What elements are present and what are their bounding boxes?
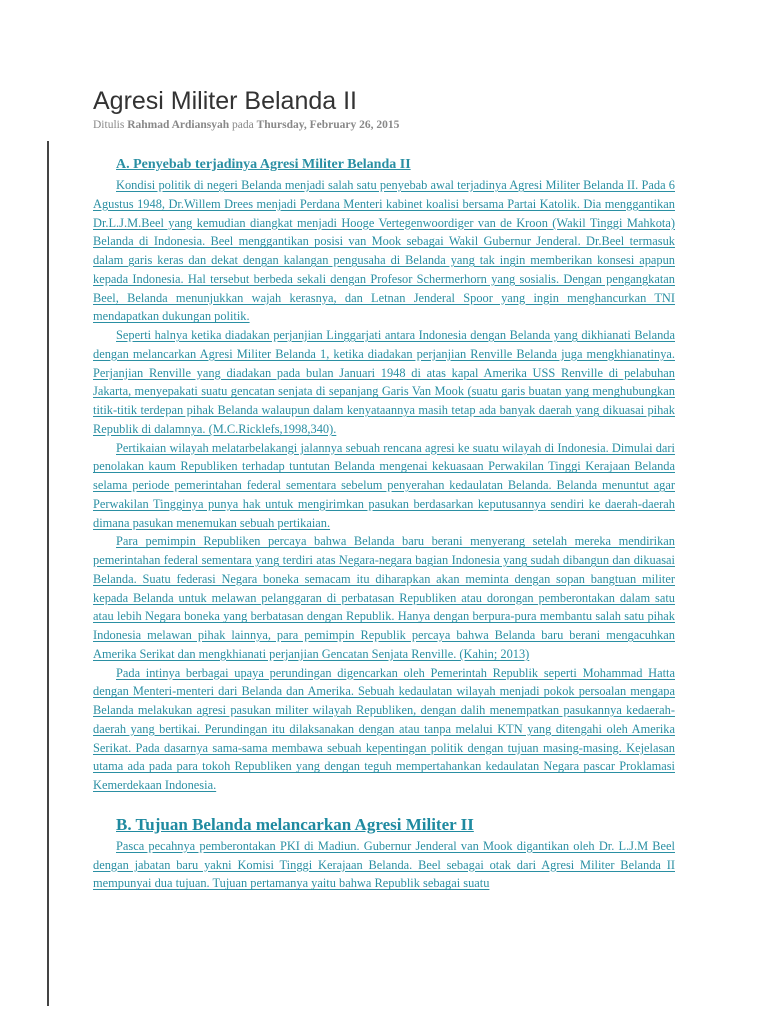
byline-connector: pada [232, 119, 254, 131]
page-title: Agresi Militer Belanda II [93, 87, 358, 115]
section-a-paragraph[interactable]: Pertikaian wilayah melatarbelakangi jalannya sebuah rencana agresi ke suatu wilayah di Indonesia. Dimulai dari penolakan kaum Republiken terhadap tuntutan Belanda mengenai kekuasaan Perwakilan Tinggi Kerajaan Belanda selama periode pemerintahan federal sementara sebelum penyerahan kedaulatan Belanda. Belanda menuntut agar Perwakilan Tingginya punya hak untuk mengirimkan pasukan berdasarkan keputusannya sendiri ke daerah-daerah dimana pasukan menemukan sebuah pertikaian. [93, 440, 675, 530]
section-b-heading[interactable]: B. Tujuan Belanda melancarkan Agresi Militer II [116, 814, 474, 834]
section-a-paragraph[interactable]: Seperti halnya ketika diadakan perjanjian Linggarjati antara Indonesia dengan Belanda yang dikhianati Belanda dengan melancarkan Agresi Militer Belanda 1, ketika diadakan perjanjian Renville Belanda juga mengkhianatinya. Perjanjian Renville yang diadakan pada bulan Januari 1948 di atas kapal Amerika USS Renville di pelabuhan Jakarta, menyepakati suatu gencatan senjata di sepanjang Garis Van Mook (suatu garis buatan yang menghubungkan titik-titik terdepan pihak Belanda walaupun dalam kenyataannya masih tetap ada banyak daerah yang dikuasai pihak Republik di dalamnya. (M.C.Ricklefs,1998,340). [93, 328, 675, 436]
section-a-paragraph[interactable]: Pada intinya berbagai upaya perundingan digencarkan oleh Pemerintah Republik seperti Mohammad Hatta dengan Menteri-menteri dari Belanda dan Amerika. Sebuah kedaulatan wilayah menjadi pokok persoalan mengapa Belanda melakukan agresi pasukan militer wilayah Republiken, dengan dalih menempatkan pasukannya kedaerah-daerah yang bertikai. Perundingan itu dilaksanakan dengan atau tanpa melalui KTN yang ditengahi oleh Amerika Serikat. Pada dasarnya sama-sama membawa sebuah kepentingan politik dengan tujuan masing-masing. Kejelasan utama ada pada para tokoh Republiken yang dengan teguh mempertahankan kedaulatan Negara pascar Proklamasi Kemerdekaan Indonesia. [93, 665, 675, 792]
article-body [93, 153, 675, 893]
section-a-paragraph[interactable]: Para pemimpin Republiken percaya bahwa Belanda baru berani menyerang setelah mereka mendirikan pemerintahan federal sementara yang terdiri atas Negara-negara bagian Indonesia yang sudah dibangun dan dikuasai Belanda. Suatu federasi Negara boneka semacam itu diharapkan akan meminta dengan sopan bangtuan militer kepada Belanda untuk melawan pelanggaran di perbatasan Republiken atau dorongan pemberontakan dalam satu atau lebih Negara boneka yang berbatasan dengan Republik. Hanya dengan berpura-pura membantu salah satu pihak Indonesia melawan pihak lainnya, para pemimpin Republik percaya bahwa Belanda baru berani mengacuhkan Amerika Serikat dan mengkhianati perjanjian Gencatan Senjata Renville. (Kahin; 2013) [93, 534, 675, 661]
author-name[interactable]: Rahmad Ardiansyah [127, 119, 230, 131]
post-date: Thursday, February 26, 2015 [256, 119, 400, 131]
section-b-paragraph[interactable]: Pasca pecahnya pemberontakan PKI di Madiun. Gubernur Jenderal van Mook digantikan oleh Dr. L.J.M Beel dengan jabatan baru yakni Komisi Tinggi Kerajaan Belanda. Beel sebagai otak dari Agresi Militer Belanda II mempunyai dua tujuan. Tujuan pertamanya yaitu bahwa Republik sebagai suatu [93, 838, 675, 891]
section-a-paragraph[interactable]: Kondisi politik di negeri Belanda menjadi salah satu penyebab awal terjadinya Agresi Militer Belanda II. Pada 6 Agustus 1948, Dr.Willem Drees menjadi Perdana Menteri kabinet koalisi bersama Partai Katolik. Dia menggantikan Dr.L.J.M.Beel yang kemudian diangkat menjadi Hooge Vertegenwoordiger van de Kroon (Wakil Tinggi Mahkota) Belanda di Indonesia. Beel menggantikan posisi van Mook sebagai Wakil Gubernur Jenderal. Dr.Beel termasuk dalam garis keras dan dekat dengan kalangan pengusaha di Belanda yang tak ingin memberikan konsesi apapun kepada Indonesia. Hal tersebut berbeda sekali dengan Profesor Schermerhorn yang sosialis. Dengan pengangkatan Beel, Belanda menunjukkan wajah kerasnya, dan Letnan Jenderal Spoor yang ingin menghancurkan TNI mendapatkan dukungan politik. [93, 178, 675, 324]
left-border-rule [47, 141, 49, 1006]
section-a-heading[interactable]: A. Penyebab terjadinya Agresi Militer Belanda II [116, 157, 411, 172]
byline [93, 118, 399, 132]
byline-prefix: Ditulis [93, 119, 125, 131]
